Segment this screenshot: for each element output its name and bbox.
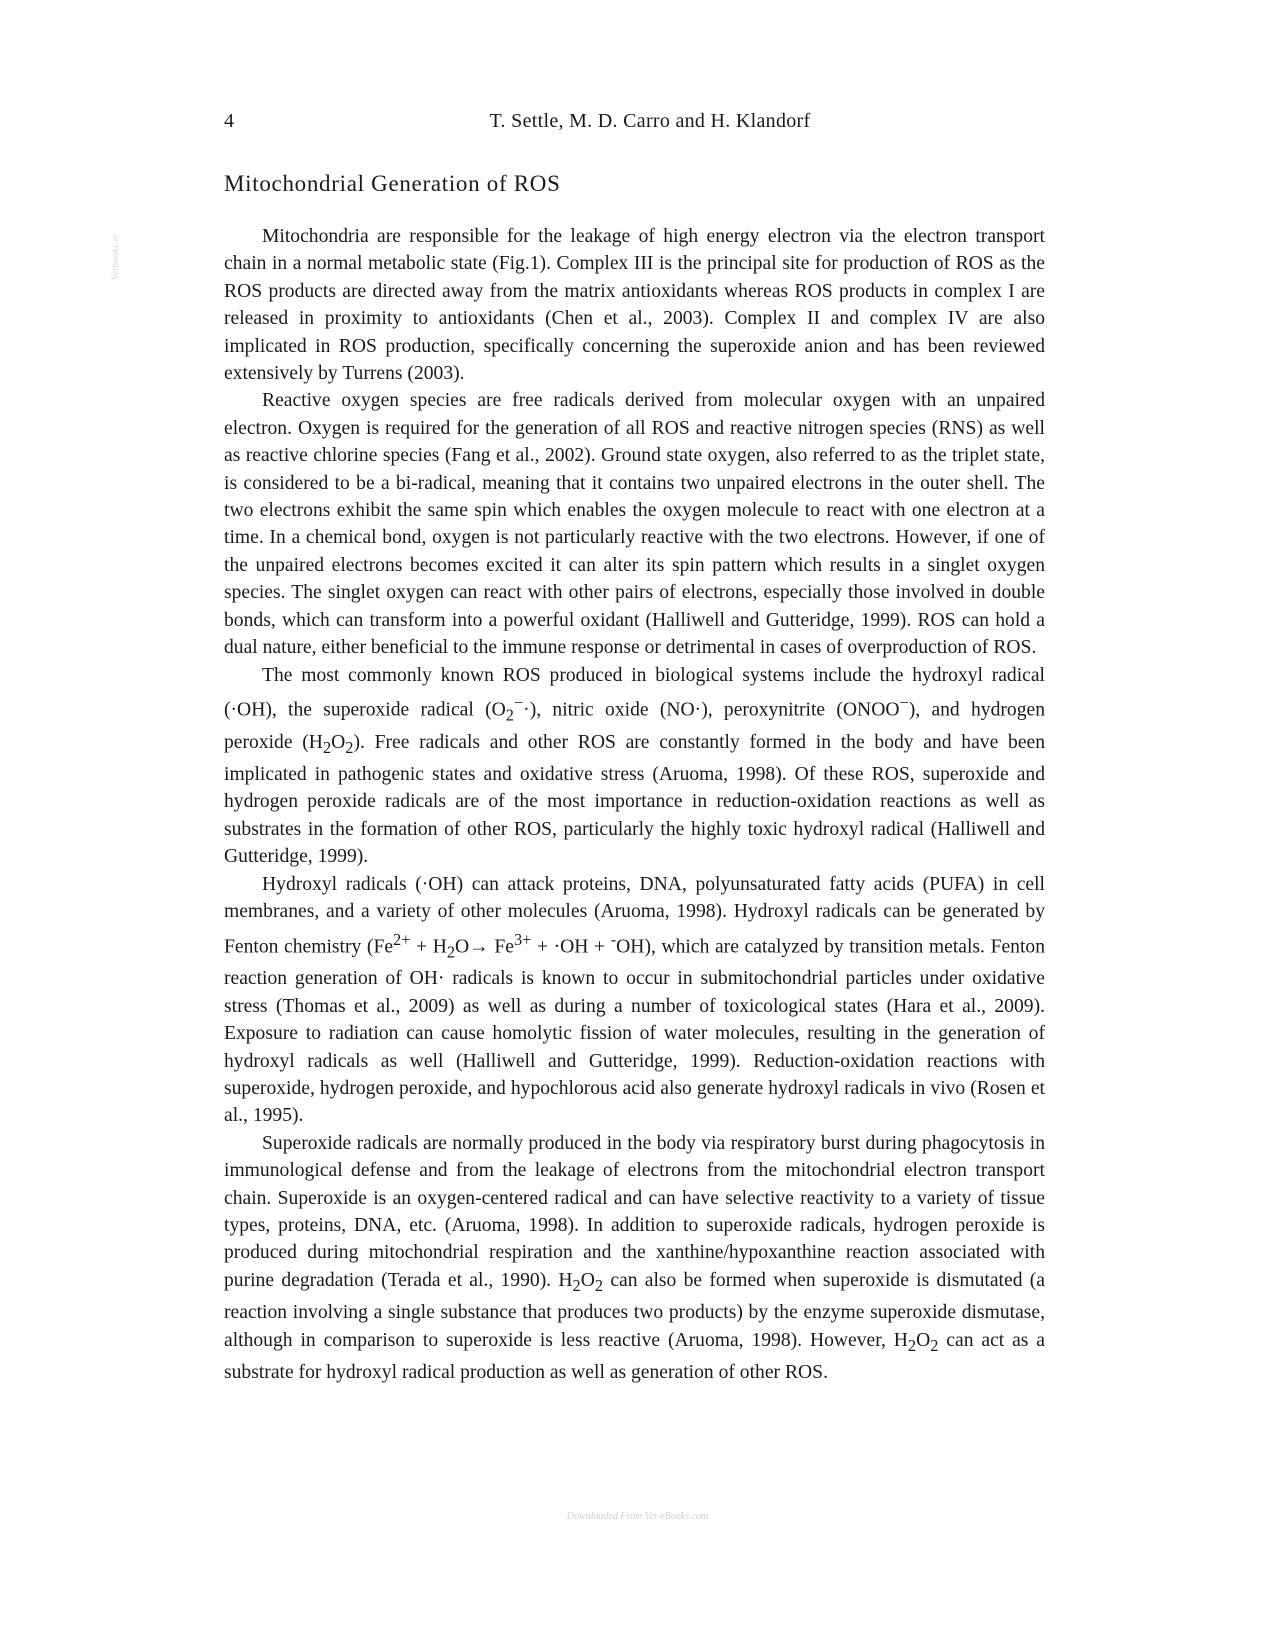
paragraph-mitochondria: Mitochondria are responsible for the leakage of high energy electron via the electron transport chain in a normal metabolic state (Fig.1). Complex III is the principal site for production of ROS as the ROS products are directed away from the matrix antioxidants whereas ROS products in complex I are released in proximity to antioxidants (Chen et al., 2003). Complex II and complex IV are also implicated in ROS production, specifically concerning the superoxide anion and has been reviewed extensively by Turrens (2003). bbox=[224, 226, 1045, 385]
footer-watermark: Downloaded From Vet-eBooks.com bbox=[566, 1511, 709, 1522]
page-number: 4 bbox=[224, 110, 234, 132]
side-watermark: Vetbooks.ir bbox=[110, 234, 120, 280]
paragraph-superoxide-radicals: Superoxide radicals are normally produced in the body via respiratory burst during phagocytosis in immunological defense and from the leakage of electrons from the mitochondrial electron transport chain. Superoxide is an oxygen-centered radical and can have selective reactivity to a variety of tissue types, proteins, DNA, etc. (Aruoma, 1998). In addition to superoxide radicals, hydrogen peroxide is produced during mitochondrial respiration and the xanthine/hypoxanthine reaction associated with purine degradation (Terada et al., 1990). $H_2O_2$ can also be formed when superoxide is dismutated (a reaction involving a single substance that produces two products) by the enzyme superoxide dismutase, although in comparison to superoxide is less reactive (Aruoma, 1998). However, $H_2O_2$ can act as a substrate for hydroxyl radical production as well as generation of other ROS. bbox=[224, 1132, 1045, 1383]
paragraph-reactive-oxygen-species: Reactive oxygen species are free radicals derived from molecular oxygen with an unpaired electron. Oxygen is required for the generation of all ROS and reactive nitrogen species (RNS) as well as reactive chlorine species (Fang et al., 2002). Ground state oxygen, also referred to as the triplet state, is considered to be a bi-radical, meaning that it contains two unpaired electrons in the outer shell. The two electrons exhibit the same spin which enables the oxygen molecule to react with one electron at a time. In a chemical bond, oxygen is not particularly reactive with the two electrons. However, if one of the unpaired electrons becomes excited it can alter its spin pattern which results in a singlet oxygen species. The singlet oxygen can react with other pairs of electrons, especially those involved in double bonds, which can transform into a powerful oxidant (Halliwell and Gutteridge, 1999). ROS can hold a dual nature, either beneficial to the immune response or detrimental in cases of overproduction of ROS. bbox=[224, 390, 1045, 659]
section-heading: Mitochondrial Generation of ROS bbox=[224, 171, 561, 196]
body-text bbox=[224, 223, 1045, 1386]
running-head-authors: T. Settle, M. D. Carro and H. Klandorf bbox=[489, 110, 811, 132]
paragraph-hydroxyl-radicals: Hydroxyl radicals (·OH) can attack proteins, DNA, polyunsaturated fatty acids (PUFA) in cell membranes, and a variety of other molecules (Aruoma, 1998). Hydroxyl radicals can be generated by Fenton chemistry $(Fe^{2+} + H_2O\to Fe^{3+} + \cdot OH + ^-OH)$, which are catalyzed by transition metals. Fenton reaction generation of OH· radicals is known to occur in submitochondrial particles under oxidative stress (Thomas et al., 2009) as well as during a number of toxicological states (Hara et al., 2009). Exposure to radiation can cause homolytic fission of water molecules, resulting in the generation of hydroxyl radicals as well (Halliwell and Gutteridge, 1999). Reduction-oxidation reactions with superoxide, hydrogen peroxide, and hypochlorous acid also generate hydroxyl radicals in vivo (Rosen et al., 1995). bbox=[224, 873, 1045, 1127]
paragraph-common-ros: The most commonly known ROS produced in biological systems include the hydroxyl radical (·OH), the superoxide radical $(O_2^-\cdot)$, nitric oxide (NO·), peroxynitrite (ONOO−), and hydrogen peroxide $(H_2O_2)$. Free radicals and other ROS are constantly formed in the body and have been implicated in pathogenic states and oxidative stress (Aruoma, 1998). Of these ROS, superoxide and hydrogen peroxide radicals are of the most importance in reduction-oxidation reactions as well as substrates in the formation of other ROS, particularly the highly toxic hydroxyl radical (Halliwell and Gutteridge, 1999). bbox=[224, 664, 1046, 868]
